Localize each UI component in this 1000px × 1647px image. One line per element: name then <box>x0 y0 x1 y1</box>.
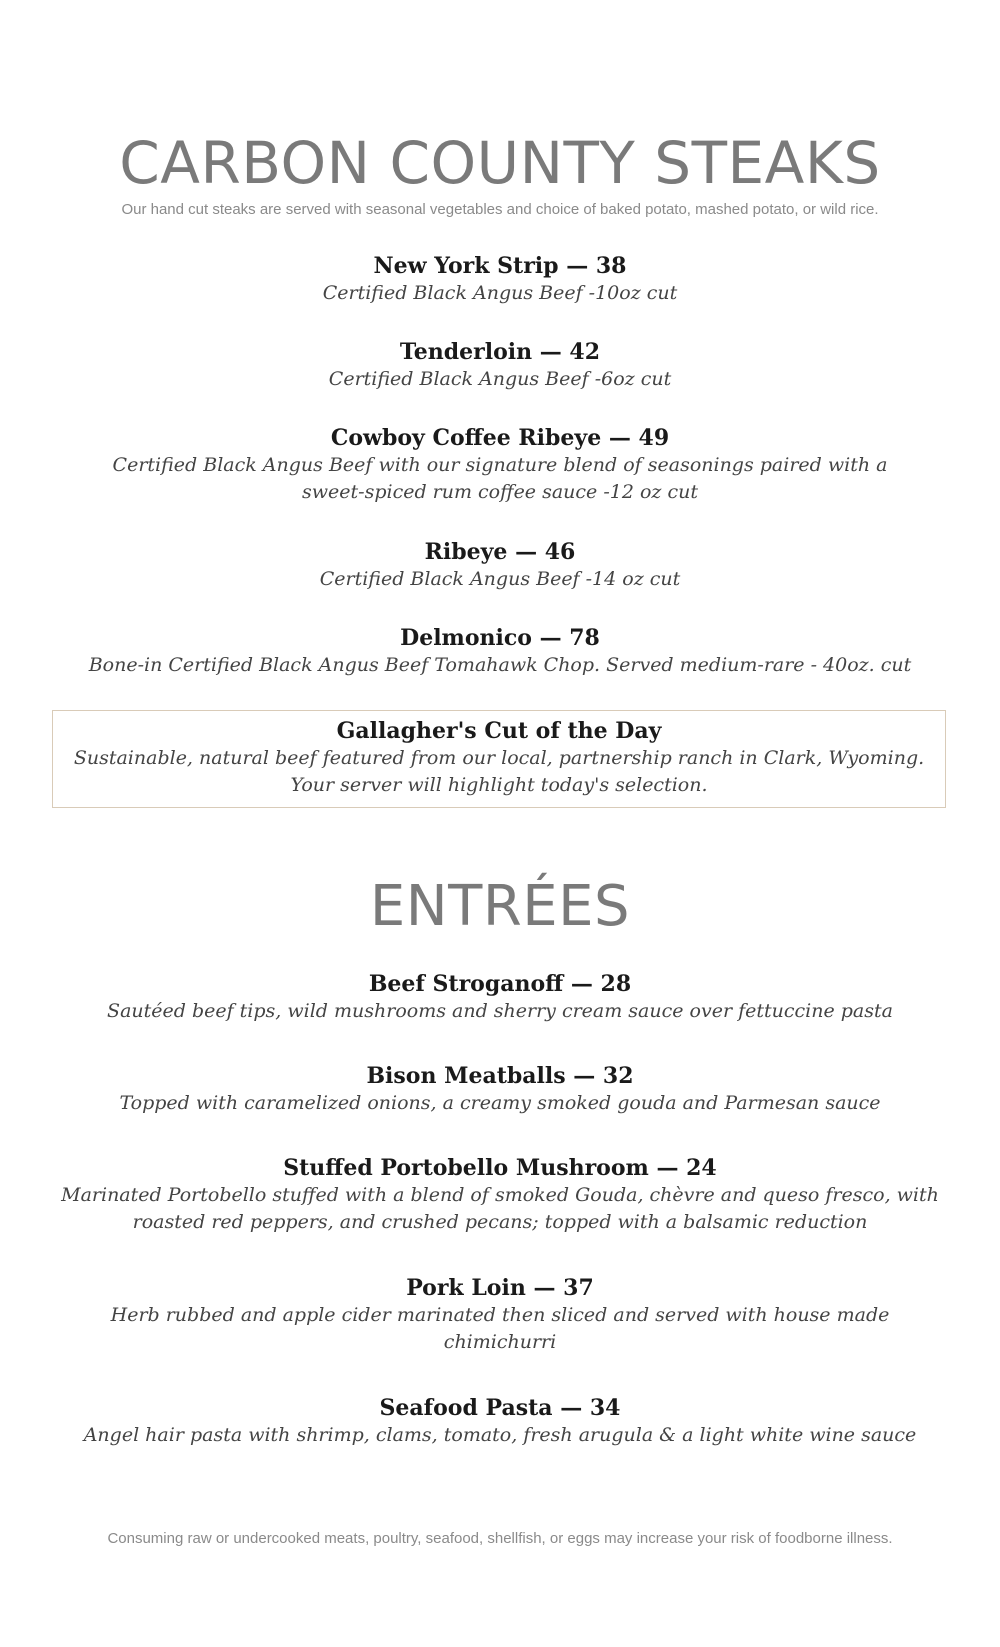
menu-item-delmonico <box>40 624 960 679</box>
item-name: Bison Meatballs — 32 <box>366 1063 634 1089</box>
item-description: Certified Black Angus Beef -14 oz cut <box>319 568 681 590</box>
featured-description-line-1: Sustainable, natural beef featured from our local, partnership ranch in Clark, Wyoming. <box>73 747 925 769</box>
item-name: Seafood Pasta — 34 <box>379 1395 621 1421</box>
item-description: Bone-in Certified Black Angus Beef Tomahawk Chop. Served medium-rare - 40oz. cut <box>88 654 912 676</box>
menu-item-new-york-strip <box>60 252 940 307</box>
menu-item-cowboy-coffee-ribeye <box>60 424 940 506</box>
steaks-subtitle: Our hand cut steaks are served with seasonal vegetables and choice of baked potato, mashed potato, or wild rice. <box>121 201 879 218</box>
menu-item-ribeye <box>60 538 940 593</box>
item-name: Stuffed Portobello Mushroom — 24 <box>283 1155 717 1181</box>
item-description-line-2: chimichurri <box>443 1331 557 1353</box>
menu-item-tenderloin <box>60 338 940 393</box>
item-description-line-2: roasted red peppers, and crushed pecans; topped with a balsamic reduction <box>132 1211 868 1233</box>
featured-description-line-2: Your server will highlight today's selection. <box>290 774 708 796</box>
food-safety-disclaimer: Consuming raw or undercooked meats, poultry, seafood, shellfish, or eggs may increase your risk of foodborne illness. <box>107 1530 893 1547</box>
item-description: Topped with caramelized onions, a creamy smoked gouda and Parmesan sauce <box>119 1092 881 1114</box>
menu-item-beef-stroganoff <box>60 970 940 1025</box>
item-description: Sautéed beef tips, wild mushrooms and sherry cream sauce over fettuccine pasta <box>107 1000 893 1022</box>
item-name: New York Strip — 38 <box>373 253 627 279</box>
entrees-section-title: ENTRÉES <box>369 874 631 939</box>
item-name: Tenderloin — 42 <box>399 339 601 365</box>
item-name: Pork Loin — 37 <box>406 1275 594 1301</box>
item-description: Certified Black Angus Beef -10oz cut <box>322 282 678 304</box>
item-description-line-1: Certified Black Angus Beef with our signature blend of seasonings paired with a <box>112 454 888 476</box>
item-name: Delmonico — 78 <box>400 625 600 651</box>
item-description: Certified Black Angus Beef -6oz cut <box>328 368 672 390</box>
menu-item-pork-loin <box>60 1274 940 1356</box>
item-description-line-2: sweet-spiced rum coffee sauce -12 oz cut <box>302 481 698 503</box>
featured-cut-box <box>52 710 946 808</box>
item-description: Angel hair pasta with shrimp, clams, tomato, fresh arugula & a light white wine sauce <box>83 1424 917 1446</box>
menu-item-bison-meatballs <box>60 1062 940 1117</box>
menu-item-stuffed-portobello <box>40 1154 960 1236</box>
item-name: Cowboy Coffee Ribeye — 49 <box>330 425 670 451</box>
steaks-section-title: CARBON COUNTY STEAKS <box>119 129 881 197</box>
item-description-line-1: Herb rubbed and apple cider marinated then sliced and served with house made <box>110 1304 890 1326</box>
item-name: Beef Stroganoff — 28 <box>368 971 632 997</box>
item-description-line-1: Marinated Portobello stuffed with a blend of smoked Gouda, chèvre and queso fresco, with <box>61 1184 939 1206</box>
item-name: Ribeye — 46 <box>424 539 576 565</box>
menu-item-seafood-pasta <box>40 1394 960 1449</box>
featured-item-name: Gallagher's Cut of the Day <box>336 718 662 744</box>
